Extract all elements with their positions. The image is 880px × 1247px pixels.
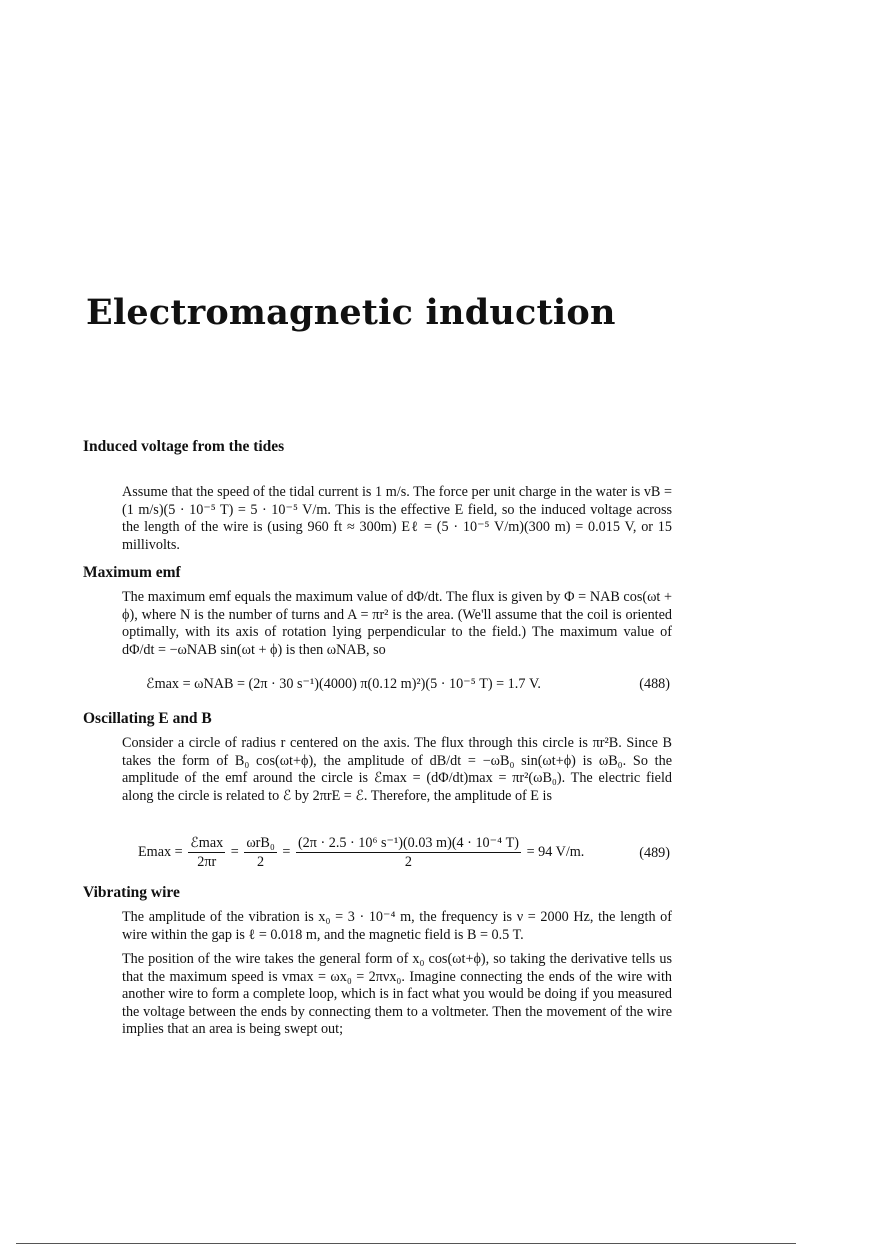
paragraph-tides: Assume that the speed of the tidal current is 1 m/s. The force per unit charge in the water is vB = (1 m/s)(5 · 10⁻⁵ T) = 5 · 10⁻⁵ V/m. This is the effective E field, so the induced voltage across the length of the wire is (using 960 ft ≈ 300m) Eℓ = (5 · 10⁻⁵ V/m)(300 m) = 0.015 V, or 15 millivolts. bbox=[122, 484, 672, 553]
section-heading-tides: Induced voltage from the tides bbox=[83, 438, 285, 455]
equation-number-489: (489) bbox=[639, 845, 670, 861]
equation-489-body bbox=[138, 834, 584, 871]
fraction-wrb-over-2 bbox=[244, 834, 276, 871]
equation-489-rhs: = 94 V/m. bbox=[526, 843, 585, 860]
fraction-denominator: 2 bbox=[257, 854, 265, 870]
fraction-numerator: ωrB₀ bbox=[246, 835, 275, 851]
equation-number-488: (488) bbox=[639, 676, 670, 692]
section-heading-oscillating: Oscillating E and B bbox=[83, 710, 212, 727]
equation-489-lhs: Emax = bbox=[138, 843, 183, 860]
paragraph-max-emf: The maximum emf equals the maximum value of dΦ/dt. The flux is given by Φ = NAB cos(ωt + ϕ), where N is the number of turns and A = πr² is the area. (We'll assume that the coil is oriented optimally, with its axis of rotation lying perpendicular to the field.) The maximum value of dΦ/dt = −ωNAB sin(ωt + ϕ) is then ωNAB, so bbox=[122, 589, 672, 658]
equals-sign: = bbox=[282, 843, 291, 860]
equation-489 bbox=[122, 832, 672, 876]
fraction-numerator: ℰmax bbox=[190, 835, 224, 851]
chapter-title: Electromagnetic induction bbox=[86, 292, 616, 333]
fraction-denominator: 2πr bbox=[197, 854, 217, 870]
section-heading-max-emf: Maximum emf bbox=[83, 564, 181, 581]
fraction-numeric bbox=[296, 834, 521, 871]
footer-rule bbox=[16, 1243, 796, 1244]
fraction-denominator: 2 bbox=[404, 854, 413, 870]
fraction-emf-over-2pir bbox=[188, 834, 225, 871]
equals-sign: = bbox=[230, 843, 239, 860]
equation-488 bbox=[122, 672, 672, 702]
paragraph-oscillating: Consider a circle of radius r centered on the axis. The flux through this circle is πr²B. Since B takes the form of B₀ cos(ωt+ϕ), the amplitude of dB/dt = −ωB₀ sin(ωt+ϕ) is ωB₀. So the amplitude of the emf around the circle is ℰmax = (dΦ/dt)max = πr²(ωB₀). The electric field along the circle is related to ℰ by 2πrE = ℰ. Therefore, the amplitude of E is bbox=[122, 735, 672, 804]
equation-488-body: ℰmax = ωNAB = (2π · 30 s⁻¹)(4000) π(0.12 m)²)(5 · 10⁻⁵ T) = 1.7 V. bbox=[146, 676, 541, 692]
fraction-numerator: (2π · 2.5 · 10⁶ s⁻¹)(0.03 m)(4 · 10⁻⁴ T) bbox=[297, 835, 520, 851]
paragraph-vibrating-wire-1: The amplitude of the vibration is x₀ = 3 · 10⁻⁴ m, the frequency is ν = 2000 Hz, the length of wire within the gap is ℓ = 0.018 m, and the magnetic field is B = 0.5 T. bbox=[122, 909, 672, 943]
paragraph-vibrating-wire-2: The position of the wire takes the general form of x₀ cos(ωt+ϕ), so taking the derivative tells us that the maximum speed is vmax = ωx₀ = 2πνx₀. Imagine connecting the ends of the wire with another wire to form a complete loop, which is in fact what you would be doing if you measured the voltage between the ends by connecting them to a voltmeter. Then the movement of the wire implies that an area is being swept out; bbox=[122, 951, 672, 1038]
section-heading-vibrating-wire: Vibrating wire bbox=[83, 884, 180, 901]
